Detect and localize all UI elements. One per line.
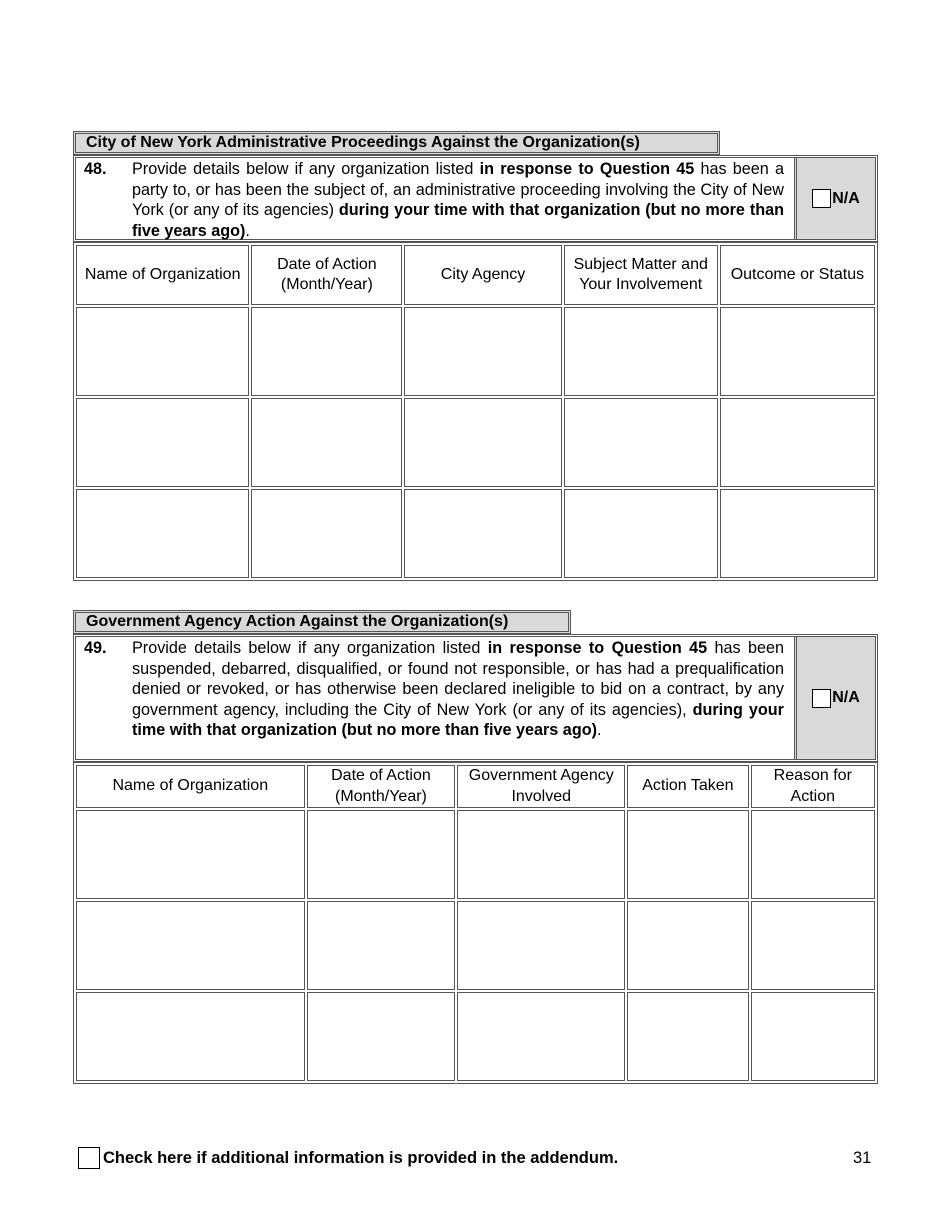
column-header: Action Taken: [627, 765, 748, 808]
table-cell[interactable]: [720, 307, 875, 396]
table-cell[interactable]: [751, 901, 875, 990]
table-cell[interactable]: [564, 489, 718, 578]
addendum-option: [78, 1147, 618, 1169]
table-row: [76, 398, 875, 487]
table-cell[interactable]: [251, 398, 402, 487]
table-cell[interactable]: [76, 810, 305, 899]
table-header-row: [76, 765, 875, 808]
column-header: Date of Action (Month/Year): [307, 765, 456, 808]
table-cell[interactable]: [720, 489, 875, 578]
table-cell[interactable]: [457, 992, 625, 1081]
table-cell[interactable]: [627, 810, 748, 899]
column-header: Subject Matter and Your Involvement: [564, 245, 718, 305]
question-49-na-label: N/A: [832, 689, 860, 706]
table-cell[interactable]: [251, 307, 402, 396]
table-row: [76, 489, 875, 578]
question-49-number: 49.: [84, 639, 107, 657]
page-number: 31: [853, 1149, 872, 1167]
question-48-na-checkbox[interactable]: [812, 189, 831, 208]
table-cell[interactable]: [404, 307, 561, 396]
table-cell[interactable]: [720, 398, 875, 487]
question-48: [73, 155, 878, 242]
table-cell[interactable]: [404, 489, 561, 578]
addendum-label: Check here if additional information is provided in the addendum.: [103, 1148, 619, 1167]
column-header: Name of Organization: [76, 245, 249, 305]
question-48-text: [76, 158, 794, 239]
table-cell[interactable]: [76, 489, 249, 578]
question-49-table: [73, 762, 878, 1084]
addendum-checkbox[interactable]: [78, 1147, 100, 1169]
question-48-number: 48.: [84, 160, 107, 178]
column-header: Outcome or Status: [720, 245, 875, 305]
table-cell[interactable]: [627, 901, 748, 990]
table-cell[interactable]: [564, 307, 718, 396]
table-cell[interactable]: [457, 901, 625, 990]
table-cell[interactable]: [457, 810, 625, 899]
table-cell[interactable]: [76, 992, 305, 1081]
section-48-title: City of New York Administrative Proceedings Against the Organization(s): [73, 131, 720, 155]
table-cell[interactable]: [751, 810, 875, 899]
table-cell[interactable]: [751, 992, 875, 1081]
table-row: [76, 901, 875, 990]
table-cell[interactable]: [307, 992, 456, 1081]
table-row: [76, 810, 875, 899]
table-cell[interactable]: [307, 901, 456, 990]
question-48-na-option: [794, 158, 875, 239]
question-49: [73, 634, 878, 762]
column-header: City Agency: [404, 245, 561, 305]
table-cell[interactable]: [627, 992, 748, 1081]
table-row: [76, 992, 875, 1081]
question-49-na-checkbox[interactable]: [812, 689, 831, 708]
table-cell[interactable]: [76, 901, 305, 990]
table-row: [76, 307, 875, 396]
column-header: Government Agency Involved: [457, 765, 625, 808]
table-cell[interactable]: [251, 489, 402, 578]
column-header: Name of Organization: [76, 765, 305, 808]
table-cell[interactable]: [76, 398, 249, 487]
table-cell[interactable]: [76, 307, 249, 396]
question-48-body: Provide details below if any organization listed in response to Question 45 has been a party to, or has been the subject of, an administrative proceeding involving the City of New York (or any of its agencies) during your time with that organization (but no more than five years ago).: [132, 160, 784, 240]
column-header: Date of Action (Month/Year): [251, 245, 402, 305]
column-header: Reason for Action: [751, 765, 875, 808]
question-49-text: [76, 637, 794, 759]
table-cell[interactable]: [404, 398, 561, 487]
table-header-row: [76, 245, 875, 305]
question-49-na-option: [794, 637, 875, 759]
question-49-body: Provide details below if any organization listed in response to Question 45 has been suspended, debarred, disqualified, or found not responsible, or has had a prequalification denied or revoked, or has otherwise been declared ineligible to bid on a contract, by any government agency, including the City of New York (or any of its agencies), during your time with that organization (but no more than five years ago).: [132, 639, 784, 739]
table-cell[interactable]: [564, 398, 718, 487]
question-48-na-label: N/A: [832, 189, 860, 207]
question-48-table: [73, 242, 878, 581]
section-49-title: Government Agency Action Against the Organization(s): [73, 610, 571, 634]
table-cell[interactable]: [307, 810, 456, 899]
